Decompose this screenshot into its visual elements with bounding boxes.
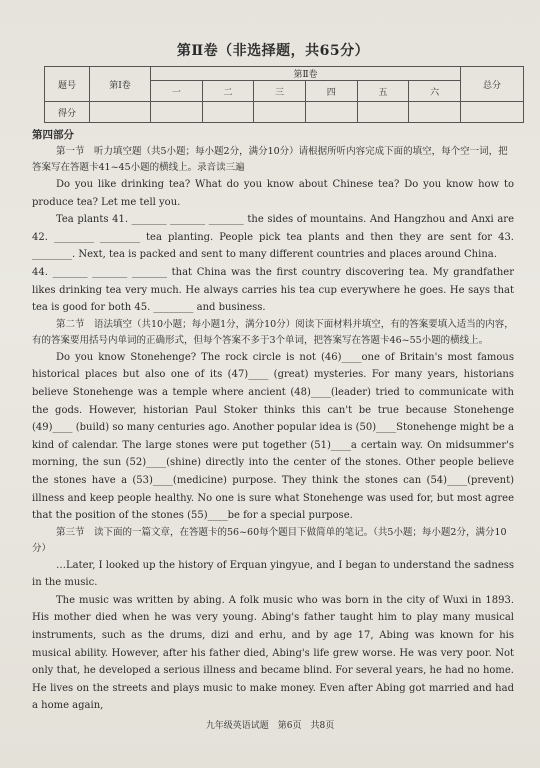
sub-col-2: 二 [202, 81, 254, 102]
header-tihao: 题号 [45, 67, 90, 102]
sub-col-3: 三 [254, 81, 306, 102]
score-cell [305, 102, 357, 123]
sub-col-1: 一 [151, 81, 203, 102]
section1-paragraph-1: Tea plants 41. _______ _______ _______ the sides of mountains. And Hangzhou and Anxi are 42. ________ ________ tea planting. People pick tea plants and then they are sent for 43. ________. Next, tea is packed and sent to many different countries and places around China. [32, 214, 514, 261]
sub-col-5: 五 [357, 81, 409, 102]
page-footer: 九年级英语试题 第6页 共8页 [205, 721, 335, 731]
header-total: 总分 [461, 67, 524, 102]
section1-paragraph-2: 44. _______ _______ _______ that China was the first country discovering tea. My grandfather likes drinking tea very much. He always carries his tea cup everywhere he goes. He says that tea is good for both 45. ________ and business. [32, 266, 514, 314]
score-cell [202, 102, 254, 123]
section2-instructions: 第二节 语法填空（共10小题；每小题1分，满分10分）阅读下面材料并填空，有的答案要填入适当的内容，有的答案要用括号内单词的正确形式，但每个答案不多于3个单词，把答案写在答题卡46~55小题的横线上。 [32, 318, 514, 346]
score-cell [254, 102, 306, 123]
score-cell [409, 102, 461, 123]
section3-paragraph-1: …Later, I looked up the history of Erquan yingyue, and I began to understand the sadness in the music. [32, 559, 514, 589]
part4-title: 第四部分 [32, 129, 74, 141]
paper-title: 第Ⅱ卷（非选择题，共65分） [176, 43, 370, 59]
sub-col-4: 四 [305, 81, 357, 102]
header-juan2: 第Ⅱ卷 [151, 67, 461, 81]
section3-paragraph-2: The music was written by abing. A folk music who was born in the city of Wuxi in 1893. His mother died when he was very young. Abing's father taught him to play many musical instruments, such as the drums, dizi and erhu, and by age 17, Abing was known for his musical ability. However, after his father died, Abing's life grew worse. He was very poor. Not only that, he developed a serious illness and became blind. For several years, he had no home. He lives on the streets and plays music to make money. Even after Abing got married and had a home again, [32, 594, 514, 712]
header-juan1: 第Ⅰ卷 [90, 67, 151, 102]
score-cell [357, 102, 409, 123]
section1-instructions: 第一节 听力填空题（共5小题；每小题2分，满分10分）请根据所听内容完成下面的填空，每个空一词，把答案写在答题卡41~45小题的横线上。录音读三遍 [32, 146, 508, 173]
score-cell [461, 102, 524, 123]
score-cell [151, 102, 203, 123]
section1-intro: Do you like drinking tea? What do you know about Chinese tea? Do you know how to produce tea? Let me tell you. [32, 179, 514, 208]
score-cell [90, 102, 151, 123]
section2-text: Do you know Stonehenge? The rock circle is not (46)____one of Britain's most famous historical places but also one of its (47)____ (great) mysteries. For many years, historians believe Stonehenge was a temple where ancient (48)____(leader) tried to communicate with the gods. However, historian Paul Stoker thinks this can't be true because Stonehenge (49)____ (build) so many centuries ago. Another popular idea is (50)____Stonehenge might be a kind of calendar. The large stones were put together (51)____a certain way. On midsummer's morning, the sun (52)____(shine) directly into the center of the stones. Other people believe the stones have a (53)____(medicine) purpose. They think the stones can (54)____(prevent) illness and keep people healthy. No one is sure what Stonehenge was used for, but most agree that the position of the stones (55)____be for a special purpose. [32, 351, 514, 522]
row-defen: 得分 [45, 102, 90, 123]
score-table [44, 66, 524, 123]
section3-instructions: 第三节 读下面的一篇文章，在答题卡的56~60每个题目下做简单的笔记。（共5小题；每小题2分，满分10分） [32, 526, 507, 554]
sub-col-6: 六 [409, 81, 461, 102]
